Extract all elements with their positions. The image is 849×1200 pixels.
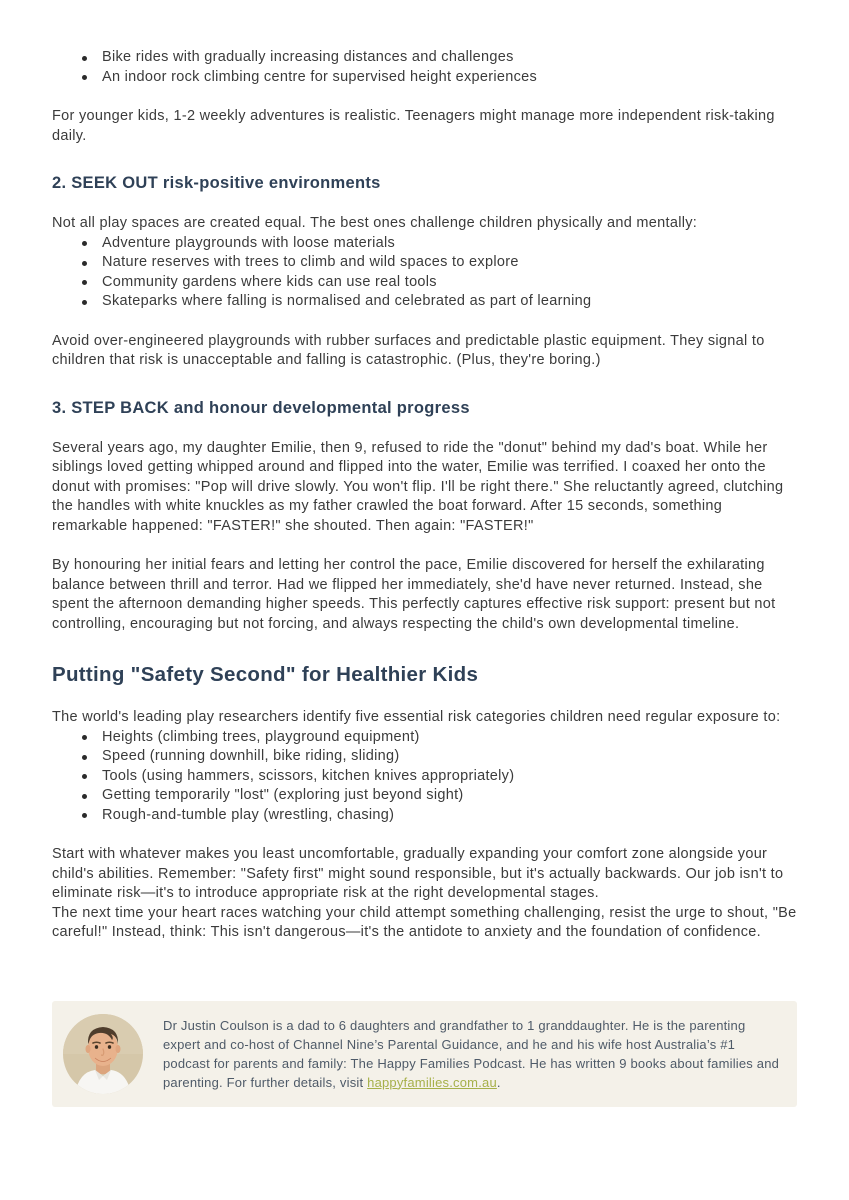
bullet-text: Adventure playgrounds with loose materials xyxy=(102,234,396,251)
bullet-text: Rough-and-tumble play (wrestling, chasing) xyxy=(102,806,395,823)
list-item xyxy=(52,48,797,68)
bullet-text: Bike rides with gradually increasing distances and challenges xyxy=(102,49,514,65)
risk-environments-list xyxy=(52,234,797,312)
bullet-text: An indoor rock climbing centre for supervised height experiences xyxy=(102,68,538,85)
list-item xyxy=(52,747,797,767)
list-item xyxy=(52,68,797,88)
heading-safety-second: Putting "Safety Second" for Healthier Kids xyxy=(52,663,479,686)
bullet-text: Speed (running downhill, bike riding, sliding) xyxy=(102,748,400,764)
list-item xyxy=(52,728,797,748)
bullet-text: Skateparks where falling is normalised and celebrated as part of learning xyxy=(102,293,592,309)
bullet-text: Nature reserves with trees to climb and wild spaces to explore xyxy=(102,254,519,270)
list-item xyxy=(52,253,797,273)
bullet-text: Community gardens where kids can use real tools xyxy=(102,273,437,290)
section-heading-seek-out: 2. SEEK OUT risk-positive environments xyxy=(52,174,381,192)
bio-text-after-link: . xyxy=(496,1074,501,1090)
author-photo-illustration xyxy=(63,1014,143,1094)
bullet-text: Getting temporarily "lost" (exploring just beyond sight) xyxy=(102,787,464,803)
author-bio-text xyxy=(163,1016,781,1092)
paragraph-emilie-story: Several years ago, my daughter Emilie, then 9, refused to ride the "donut" behind my dad's boat. While her siblings loved getting whipped around and flipped into the water, Emilie was terrified. I coaxed her onto the donut with promises: "Pop will drive slowly. You won't flip. I'll be right there." She reluctantly agreed, clutching the handles with white knuckles as my father crawled the boat forward. After 15 seconds, something remarkable happened: "FASTER!" she shouted. Then again: "FASTER!" xyxy=(52,439,784,534)
intro-bullet-list xyxy=(52,48,797,87)
paragraph-frequency: For younger kids, 1-2 weekly adventures is realistic. Teenagers might manage more independent risk-taking daily. xyxy=(52,108,775,144)
bullet-text: Tools (using hammers, scissors, kitchen knives appropriately) xyxy=(102,767,515,784)
happyfamilies-link[interactable]: happyfamilies.com.au xyxy=(367,1074,497,1090)
paragraph-start-small: Start with whatever makes you least uncomfortable, gradually expanding your comfort zone alongside your child's abilities. Remember: "Safety first" might sound responsible, but it's actually backwards. Our job isn't to eliminate risk—it's to introduce appropriate risk at the right developmental stages. xyxy=(52,846,784,901)
section-heading-step-back: 3. STEP BACK and honour developmental progress xyxy=(52,398,470,417)
paragraph-honouring-fears: By honouring her initial fears and letting her control the pace, Emilie discovered for herself the exhilarating balance between thrill and terror. Had we flipped her immediately, she'd have never returned. Instead, she spent the afternoon demanding higher speeds. This perfectly captures effective risk support: present but not controlling, encouraging but not forcing, and always respecting the child's own developmental timeline. xyxy=(52,557,776,632)
list-item xyxy=(52,786,797,806)
paragraph-avoid-playgrounds: Avoid over-engineered playgrounds with rubber surfaces and predictable plastic equipment. They signal to children that risk is unacceptable and falling is catastrophic. (Plus, they're boring.) xyxy=(52,332,765,368)
risk-categories-list xyxy=(52,728,797,826)
list-item xyxy=(52,234,797,254)
author-bio-card xyxy=(52,1001,797,1107)
paragraph-next-time: The next time your heart races watching your child attempt something challenging, resist the urge to shout, "Be careful!" Instead, think: This isn't dangerous—it's the antidote to anxiety and the foundation of confidence. xyxy=(52,904,797,940)
paragraph-risk-categories: The world's leading play researchers identify five essential risk categories children need regular exposure to: xyxy=(52,709,781,725)
author-avatar xyxy=(63,1014,143,1094)
bio-text-before-link: Dr Justin Coulson is a dad to 6 daughters and grandfather to 1 granddaughter. He is the parenting expert and co-host of Channel Nine’s Parental Guidance, and he and his wife host Australia’s #1 podcast for parents and family: The Happy Families Podcast. He has written 9 books about families and parenting. For further details, visit xyxy=(163,1017,780,1090)
list-item xyxy=(52,767,797,787)
list-item xyxy=(52,292,797,312)
list-item xyxy=(52,273,797,293)
bullet-text: Heights (climbing trees, playground equipment) xyxy=(102,728,420,745)
paragraph-play-spaces: Not all play spaces are created equal. The best ones challenge children physically and mentally: xyxy=(52,215,698,231)
list-item xyxy=(52,806,797,826)
